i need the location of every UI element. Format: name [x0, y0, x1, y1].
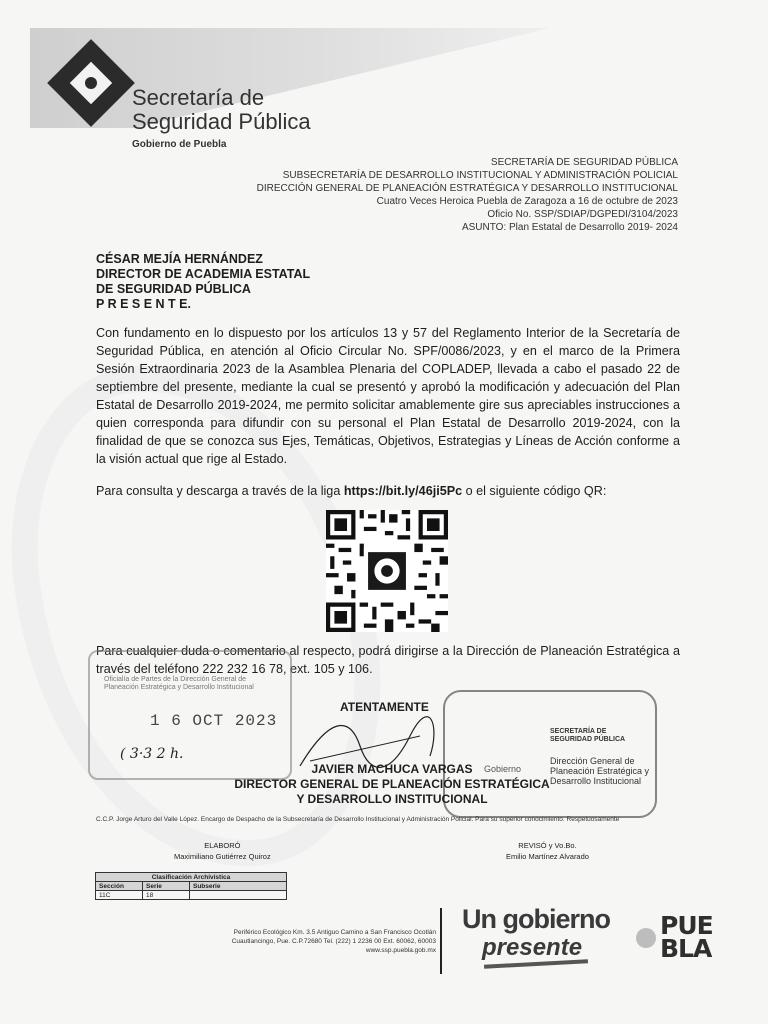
signer-name: JAVIER MACHUCA VARGAS	[311, 762, 473, 776]
subject-line: ASUNTO: Plan Estatal de Desarrollo 2019- 2024	[461, 222, 678, 233]
prepared-by-label: ELABORÓ	[204, 841, 241, 850]
reception-stamp-date: 1 6 OCT 2023	[150, 712, 278, 730]
signer-title: DIRECTOR GENERAL DE PLANEACIÓN ESTRATÉGICA	[234, 777, 550, 791]
classification-title: Clasificación Archivística	[96, 873, 287, 882]
ref-line: DIRECCIÓN GENERAL DE PLANEACIÓN ESTRATÉGICA Y DESARROLLO INSTITUCIONAL	[256, 183, 678, 194]
signer-title: Y DESARROLLO INSTITUCIONAL	[296, 792, 488, 806]
classification-header: Sección	[96, 882, 143, 891]
recipient-present: P R E S E N T E.	[96, 297, 191, 311]
reception-stamp-time: ( 3·3 2 h.	[120, 746, 184, 762]
ccp-line: C.C.P. Jorge Arturo del Valle López. Encargo de Despacho de la Subsecretaría de Desarrollo Institucional y Administración Policial. Para su superior conocimiento. Respetuosamente	[96, 816, 620, 823]
puebla-flower-icon	[636, 928, 656, 948]
puebla-logo-line1: PUE	[660, 911, 713, 940]
footer-divider	[440, 908, 442, 974]
ssp-logo-core	[85, 77, 97, 89]
recipient-title: DIRECTOR DE ACADEMIA ESTATAL	[96, 267, 311, 281]
prepared-by-name: Maximiliano Gutiérrez Quiroz	[174, 852, 271, 861]
address-line: Cuautlancingo, Pue. C.P.72680 Tel. (222) 1 2236 00 Ext. 60062, 60003	[231, 938, 436, 945]
letterhead-references	[257, 156, 678, 234]
slogan-line2: presente	[482, 934, 583, 961]
puebla-logo-line2: BLA	[660, 934, 712, 963]
official-seal-org: SECRETARÍA DE SEGURIDAD PÚBLICA	[550, 728, 626, 743]
slogan-line1: Un gobierno	[462, 904, 610, 934]
classification-header: Subserie	[190, 882, 287, 891]
ref-line: SECRETARÍA DE SEGURIDAD PÚBLICA	[490, 157, 678, 168]
signer-block	[222, 762, 562, 807]
archive-classification-table	[95, 872, 287, 900]
footer-address	[186, 928, 436, 955]
reviewed-by-label: REVISÓ y Vo.Bo.	[518, 841, 577, 850]
office-number: Oficio No. SSP/SDIAP/DGPEDI/3104/2023	[487, 209, 678, 220]
reviewed-by-name: Emilio Martínez Alvarado	[506, 852, 589, 861]
qr-code[interactable]	[326, 510, 448, 632]
prepared-by	[174, 840, 271, 862]
date-line: Cuatro Veces Heroica Puebla de Zaragoza a 16 de octubre de 2023	[376, 196, 678, 207]
link-line	[96, 484, 606, 498]
classification-value	[190, 891, 287, 900]
recipient-title: DE SEGURIDAD PÚBLICA	[96, 282, 251, 296]
official-seal-gobierno: Gobierno	[484, 764, 522, 774]
contact-paragraph: Para cualquier duda o comentario al respecto, podrá dirigirse a la Dirección de Planeación Estratégica a través del teléfono 222 232 16 78, ext. 105 y 106.	[96, 644, 680, 676]
link-suffix: o el siguiente código QR:	[462, 484, 607, 498]
closing-word: ATENTAMENTE	[340, 700, 429, 714]
government-label: Gobierno de Puebla	[132, 139, 227, 150]
body-paragraph: Con fundamento en lo dispuesto por los artículos 13 y 57 del Reglamento Interior de la Secretaría de Seguridad Pública, en atención al Oficio Circular No. SPF/0086/2023, y en el marco de la Primera Sesión Extraordinaria 2023 de la Asamblea Plenaria del COPLADEP, llevada a cabo el pasado 22 de septiembre del presente, mediante la cual se presentó y aprobó la modificación y adecuación del Plan Estatal de Desarrollo 2019-2024, me permito solicitar amablemente gire sus apreciables instrucciones a quien corresponda para difundir con su personal el Plan Estatal de Desarrollo 2019-2024, con la finalidad de que se conozca sus Ejes, Temáticas, Objetivos, Estrategias y Líneas de Acción conforme a la visión actual que rige al Estado.	[96, 326, 680, 466]
org-name-line2: Seguridad Pública	[132, 109, 311, 134]
org-name-line1: Secretaría de	[132, 85, 265, 110]
download-link[interactable]: https://bit.ly/46ji5Pc	[343, 484, 463, 498]
official-seal-text: Dirección General de Planeación Estratégica y Desarrollo Institucional	[550, 756, 650, 786]
organization-name	[132, 86, 311, 134]
classification-value: 18	[143, 891, 190, 900]
recipient-name: CÉSAR MEJÍA HERNÁNDEZ	[96, 252, 263, 266]
website-link[interactable]: www.ssp.puebla.gob.mx	[365, 947, 436, 954]
reception-stamp-text: Oficialía de Partes de la Dirección General de Planeación Estratégica y Desarrollo Institucional	[104, 676, 254, 691]
ref-line: SUBSECRETARÍA DE DESARROLLO INSTITUCIONAL Y ADMINISTRACIÓN POLICIAL	[282, 170, 678, 181]
recipient-block	[96, 252, 310, 312]
puebla-logo	[660, 911, 713, 963]
link-prefix: Para consulta y descarga a través de la liga	[96, 484, 344, 498]
address-line: Periférico Ecológico Km. 3.5 Antiguo Camino a San Francisco Ocotlán	[233, 929, 436, 936]
classification-value: 11C	[96, 891, 143, 900]
reviewed-by	[506, 840, 589, 862]
classification-header: Serie	[143, 882, 190, 891]
